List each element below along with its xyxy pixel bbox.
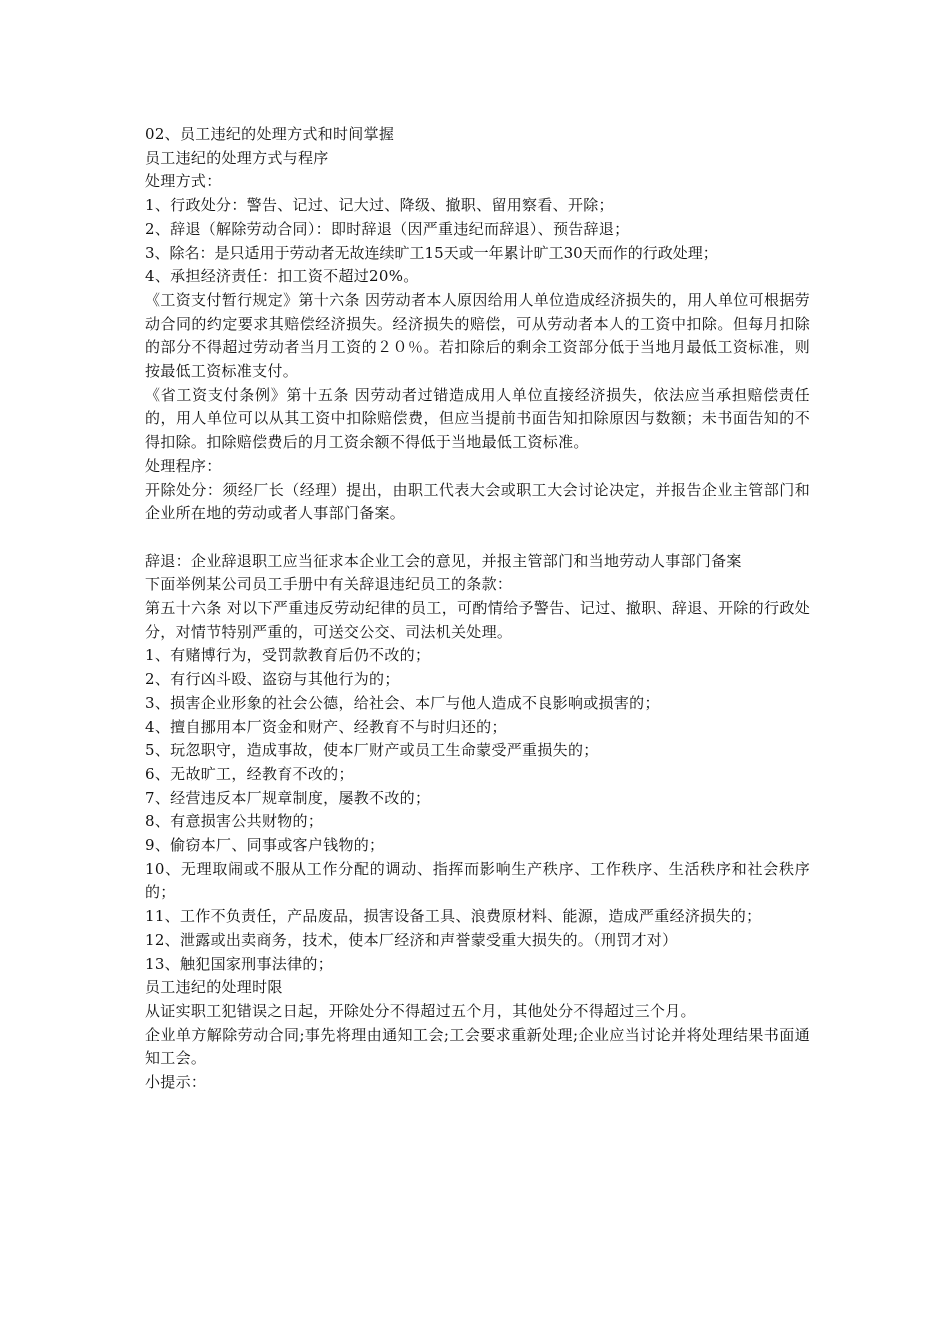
method-item: 4、承担经济责任：扣工资不超过20%。 (145, 267, 419, 286)
clause-item: 7、经营违反本厂规章制度，屡教不改的； (145, 788, 431, 807)
time-limit-text: 从证实职工犯错误之日起，开除处分不得超过五个月，其他处分不得超过三个月。 (145, 1002, 696, 1020)
clause-item: 8、有意损害公共财物的； (145, 812, 324, 831)
document-title: 02、员工违纪的处理方式和时间掌握 (145, 125, 395, 143)
blank-line (145, 526, 810, 550)
clause-item: 4、擅自挪用本厂资金和财产、经教育不与时归还的； (145, 717, 507, 736)
clause-item: 1、有赌博行为，受罚款教育后仍不改的； (145, 646, 431, 665)
clause-item: 3、损害企业形象的社会公德，给社会、本厂与他人造成不良影响或损害的； (145, 693, 660, 712)
procedure-heading: 处理程序： (145, 456, 222, 475)
regulation-paragraph-1: 《工资支付暂行规定》第十六条 因劳动者本人原因给用人单位造成经济损失的，用人单位可根据劳动合同的约定要求其赔偿经济损失。经济损失的赔偿，可从劳动者本人的工资中扣除。但每月扣除的部分不得超过劳动者当月工资的２０％。若扣除后的剩余工资部分低于当地月最低工资标准，则按最低工资标准支付。 (145, 290, 810, 381)
document-body (145, 123, 810, 1095)
clause-item: 6、无故旷工，经教育不改的； (145, 764, 354, 783)
clause-item: 9、偷窃本厂、同事或客户钱物的； (145, 836, 385, 855)
article-56: 第五十六条 对以下严重违反劳动纪律的员工，可酌情给予警告、记过、撤职、辞退、开除的行政处分，对情节特别严重的，可送交公交、司法机关处理。 (145, 599, 810, 641)
example-intro: 下面举例某公司员工手册中有关辞退违纪员工的条款： (145, 575, 513, 594)
clause-item: 13、触犯国家刑事法律的； (145, 954, 333, 973)
section-subtitle: 员工违纪的处理方式与程序 (145, 148, 329, 167)
clause-item: 2、有行凶斗殴、盗窃与其他行为的； (145, 670, 400, 689)
procedure-dismissal: 开除处分：须经厂长（经理）提出，由职工代表大会或职工大会讨论决定，并报告企业主管部门和企业所在地的劳动或者人事部门备案。 (145, 480, 810, 523)
method-item: 1、行政处分：警告、记过、记大过、降级、撤职、留用察看、开除； (145, 196, 614, 215)
procedure-resignation: 辞退：企业辞退职工应当征求本企业工会的意见，并报主管部门和当地劳动人事部门备案 (145, 551, 742, 570)
tips-heading: 小提示： (145, 1073, 207, 1092)
unilateral-termination: 企业单方解除劳动合同;事先将理由通知工会;工会要求重新处理;企业应当讨论并将处理结果书面通知工会。 (145, 1025, 810, 1068)
time-limit-heading: 员工违纪的处理时限 (145, 978, 283, 997)
clause-item: 12、泄露或出卖商务，技术，使本厂经济和声誉蒙受重大损失的。（刑罚才对） (145, 930, 678, 949)
method-item: 2、辞退（解除劳动合同）：即时辞退（因严重违纪而辞退）、预告辞退； (145, 219, 630, 238)
regulation-paragraph-2: 《省工资支付条例》第十五条 因劳动者过错造成用人单位直接经济损失，依法应当承担赔偿责任的，用人单位可以从其工资中扣除赔偿费，但应当提前书面告知扣除原因与数额；未书面告知的不得扣除。扣除赔偿费后的月工资余额不得低于当地最低工资标准。 (145, 385, 810, 452)
clause-item: 10、无理取闹或不服从工作分配的调动、指挥而影响生产秩序、工作秩序、生活秩序和社会秩序的； (145, 859, 810, 902)
clause-item: 11、工作不负责任，产品废品，损害设备工具、浪费原材料、能源，造成严重经济损失的； (145, 907, 762, 926)
methods-heading: 处理方式： (145, 172, 222, 191)
method-item: 3、除名：是只适用于劳动者无故连续旷工15天或一年累计旷工30天而作的行政处理； (145, 243, 718, 262)
clause-item: 5、玩忽职守，造成事故，使本厂财产或员工生命蒙受严重损失的； (145, 741, 599, 760)
